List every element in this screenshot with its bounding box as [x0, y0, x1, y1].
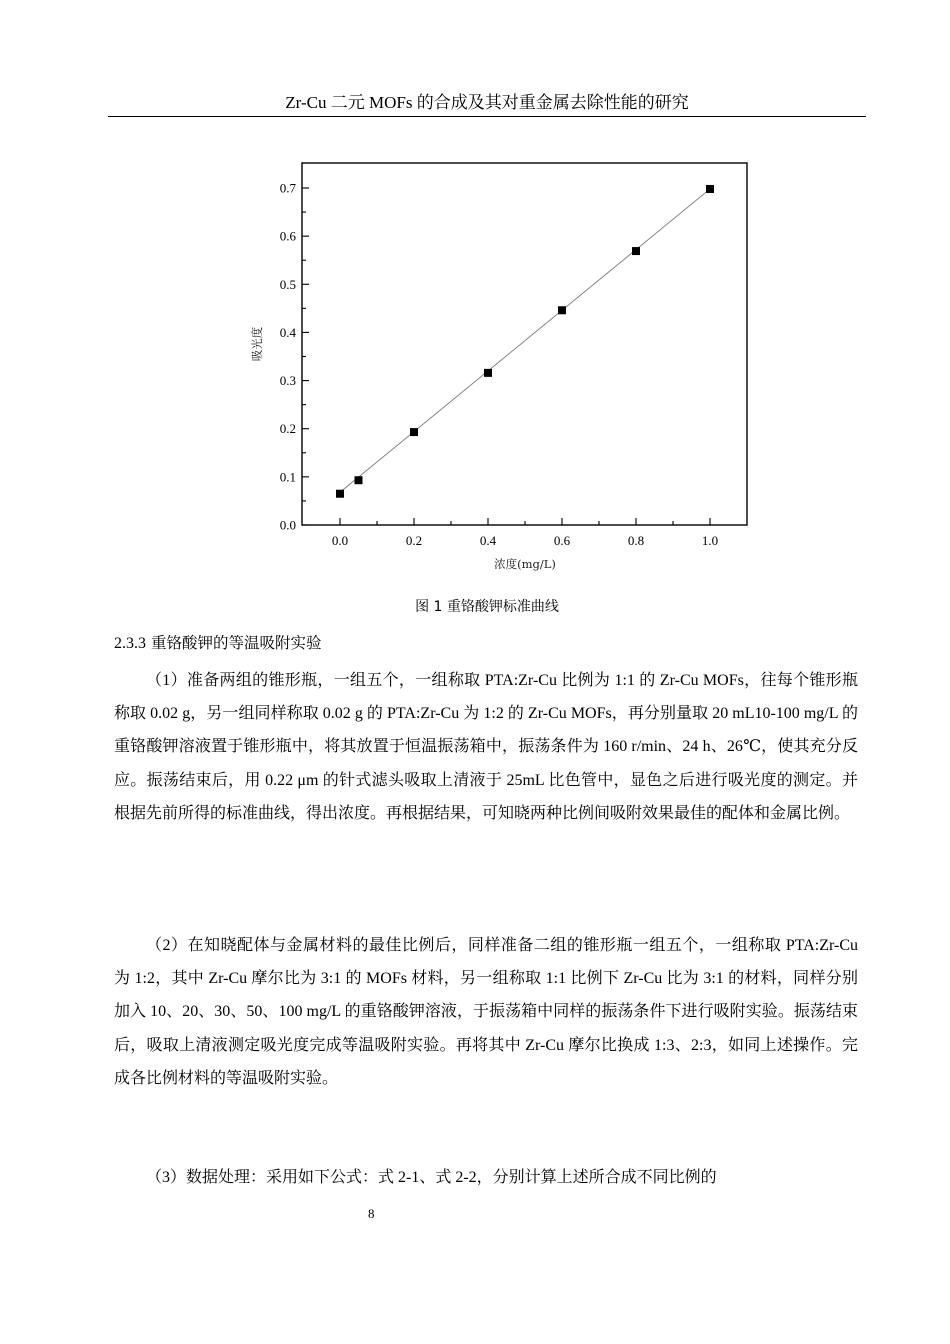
data-point-marker [355, 476, 363, 484]
svg-text:0.4: 0.4 [279, 324, 296, 340]
data-point-marker [558, 306, 566, 314]
paragraph-text: （3）数据处理：采用如下公式：式 2-1、式 2-2，分别计算上述所合成不同比例的 [146, 1169, 717, 1186]
y-axis-tick-labels [280, 181, 297, 533]
data-point-marker [410, 428, 418, 436]
data-point-marker [632, 247, 640, 255]
x-axis-label: 浓度(mg/L) [494, 557, 556, 571]
paragraph-text: （1）准备两组的锥形瓶，一组五个，一组称取 PTA:Zr-Cu 比例为 1:1 的 Zr-Cu MOFs，往每个锥形瓶称取 0.02 g，另一组同样称取 0.02 g 的 PTA:Zr-Cu 为 1:2 的 Zr-Cu MOFs，再分别量取 20 mL10-100 mg/L 的重铬酸钾溶液置于锥形瓶中，将其放置于恒温振荡箱中，振荡条件为 160 r/min、24 h、26℃，使其充分反应。振荡结束后，用 0.22 μm 的针式滤头吸取上清液于 25mL 比色管中，显色之后进行吸光度的测定。并根据先前所得的标准曲线，得出浓度。再根据结果，可知晓两种比例间吸附效果最佳的配体和金属比例。 [114, 672, 858, 822]
section-number: 2.3.3 [114, 635, 146, 652]
body-paragraph-1 [114, 664, 858, 830]
svg-text:1.0: 1.0 [701, 533, 719, 548]
data-point-marker [336, 490, 344, 498]
svg-text:0.8: 0.8 [627, 533, 645, 548]
figure-caption: 图 1 重铬酸钾标准曲线 [415, 599, 559, 615]
y-axis-ticks [302, 188, 309, 525]
fit-line [340, 189, 710, 492]
body-paragraph-2 [114, 929, 858, 1095]
page-number: 8 [368, 1206, 375, 1221]
svg-text:0.1: 0.1 [279, 469, 296, 485]
svg-text:0.0: 0.0 [331, 533, 349, 548]
svg-text:0.3: 0.3 [279, 373, 296, 389]
header-rule [108, 116, 866, 117]
x-axis-ticks [340, 518, 710, 525]
body-paragraph-3 [114, 1161, 858, 1194]
svg-text:0.2: 0.2 [405, 533, 423, 548]
svg-text:0.2: 0.2 [279, 421, 296, 437]
data-point-marker [484, 369, 492, 377]
svg-text:0.0: 0.0 [279, 517, 296, 533]
x-axis-tick-labels [332, 533, 718, 548]
y-axis-label: 吸光度 [250, 326, 264, 362]
plot-frame [302, 163, 747, 525]
svg-text:0.6: 0.6 [279, 228, 296, 244]
svg-text:0.7: 0.7 [279, 180, 296, 196]
figure-standard-curve [240, 155, 760, 585]
svg-text:0.6: 0.6 [553, 533, 571, 548]
svg-text:0.4: 0.4 [479, 533, 497, 548]
section-heading [114, 632, 321, 655]
section-title: 重铬酸钾的等温吸附实验 [150, 634, 322, 652]
paragraph-text: （2）在知晓配体与金属材料的最佳比例后，同样准备二组的锥形瓶一组五个，一组称取 PTA:Zr-Cu 为 1:2，其中 Zr-Cu 摩尔比为 3:1 的 MOFs 材料，另一组称取 1:1 比例下 Zr-Cu 比为 3:1 的材料，同样分别加入 10、20、30、50、100 mg/L 的重铬酸钾溶液，于振荡箱中同样的振荡条件下进行吸附实验。振荡结束后，吸取上清液测定吸光度完成等温吸附实验。再将其中 Zr-Cu 摩尔比换成 1:3、2:3，如同上述操作。完成各比例材料的等温吸附实验。 [114, 937, 858, 1087]
standard-curve-chart [240, 155, 760, 585]
data-point-marker [706, 185, 714, 193]
running-header: Zr-Cu 二元 MOFs 的合成及其对重金属去除性能的研究 [285, 93, 689, 112]
svg-text:0.5: 0.5 [279, 276, 296, 292]
